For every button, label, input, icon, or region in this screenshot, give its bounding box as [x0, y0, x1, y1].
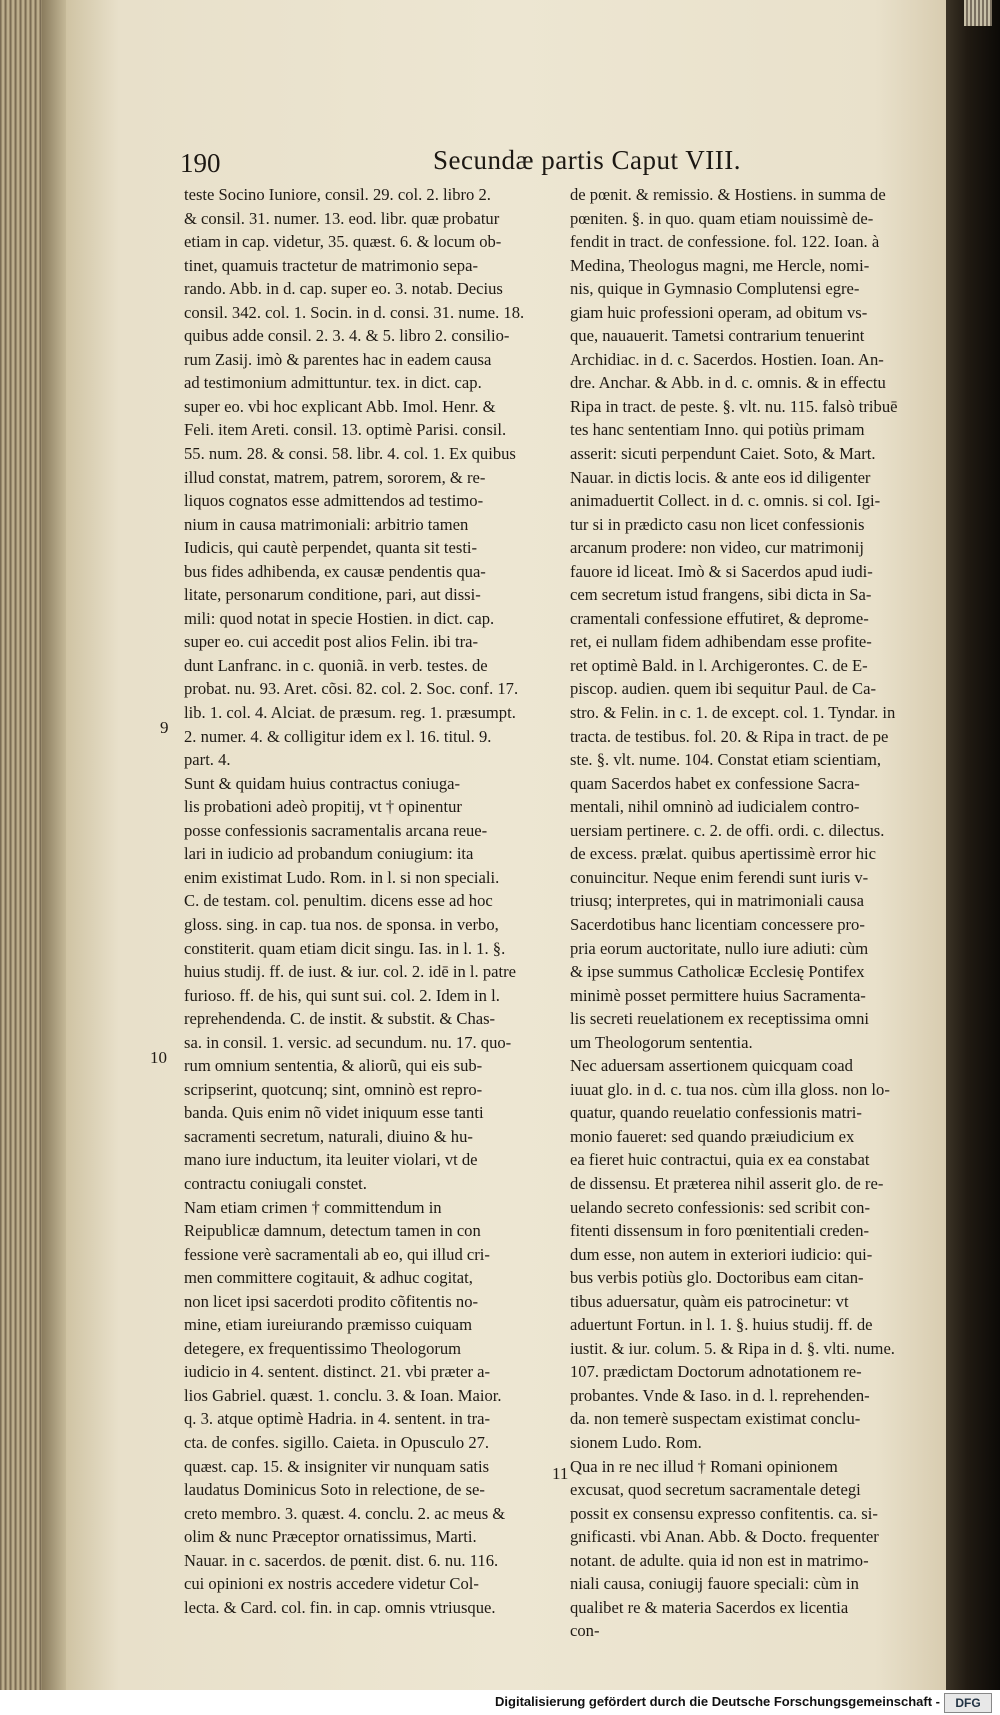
margin-number-11: 11 — [552, 1464, 569, 1483]
text-line: super eo. cui accedit post alios Felin. ibi tra- — [184, 632, 478, 652]
text-line: lib. 1. col. 4. Alciat. de præsum. reg. 1. præsumpt. — [184, 703, 516, 723]
text-line: huius studij. ff. de iust. & iur. col. 2. idē in l. patre — [184, 962, 516, 982]
text-line: minimè posset permittere huius Sacramenta- — [570, 985, 866, 1005]
text-column-left — [184, 183, 569, 1619]
text-line: quatur, quando reuelatio confessionis matri- — [570, 1103, 862, 1123]
text-line: rum omnium sententia, & aliorũ, qui eis sub- — [184, 1056, 483, 1076]
text-line: lis secreti reuelationem ex receptissima omni — [570, 1009, 870, 1029]
book-spine — [946, 0, 1000, 1690]
text-line: mano iure inductum, ita leuiter violari, vt de — [184, 1150, 478, 1170]
text-line: Feli. item Areti. consil. 13. optimè Parisi. consil. — [184, 420, 507, 440]
text-line: 55. num. 28. & consi. 58. libr. 4. col. 1. Ex quibus — [184, 444, 516, 464]
text-line: Nam etiam crimen † committendum in — [184, 1197, 442, 1217]
footer-credit: Digitalisierung gefördert durch die Deutsche Forschungsgemeinschaft - — [495, 1694, 940, 1709]
text-column-right — [570, 183, 952, 1643]
text-line: iuuat glo. in d. c. tua nos. cùm illa gloss. non lo- — [570, 1079, 890, 1099]
text-line: possit ex consensu expresso confitentis. ca. si- — [570, 1503, 878, 1523]
text-line: probat. nu. 93. Aret. cõsi. 82. col. 2. Soc. conf. 17. — [184, 679, 519, 699]
text-line: cramentali confessione effutiret, & deprome- — [570, 608, 869, 628]
text-line: quam Sacerdos habet ex confessione Sacra- — [570, 773, 860, 793]
text-line: bus fides adhibenda, ex causæ pendentis qua- — [184, 561, 486, 581]
text-line: pœniten. §. in quo. quam etiam nouissimè de- — [570, 208, 874, 228]
text-line: illud constat, matrem, patrem, sororem, & re- — [184, 467, 486, 487]
text-line: contractu coniugali constet. — [184, 1173, 367, 1193]
page-gutter-shadow — [42, 0, 68, 1715]
text-line: enim existimat Ludo. Rom. in l. si non speciali. — [184, 867, 500, 887]
text-line: monio faueret: sed quando præiudicium ex — [570, 1126, 855, 1146]
color-calibration-strip — [964, 0, 992, 26]
text-line: quibus adde consil. 2. 3. 4. & 5. libro 2. consilio- — [184, 326, 510, 346]
text-line: 2. numer. 4. & colligitur idem ex l. 16. titul. 9. — [184, 726, 492, 746]
text-line: olim & nunc Præceptor ornatissimus, Marti. — [184, 1527, 477, 1547]
text-line: cem secretum istud frangens, sibi dicta in Sa- — [570, 585, 872, 605]
text-line: uelando secreto confessionis: sed scribit con- — [570, 1197, 870, 1217]
text-line: dre. Anchar. & Abb. in d. c. omnis. & in effectu — [570, 373, 886, 393]
running-title: Secundæ partis Caput VIII. — [433, 145, 741, 175]
text-line: animaduertit Collect. in d. c. omnis. si col. Igi- — [570, 491, 881, 511]
text-line: fessione verè sacramentali ab eo, qui illud cri- — [184, 1244, 490, 1264]
text-line: furioso. ff. de his, qui sunt sui. col. 2. Idem in l. — [184, 985, 500, 1005]
text-line: constiterit. quam etiam dicit singu. Ias. in l. 1. §. — [184, 938, 506, 958]
text-line: bus verbis potiùs glo. Doctoribus eam citan- — [570, 1268, 864, 1288]
text-line: ret optimè Bald. in l. Archigerontes. C. de E- — [570, 655, 868, 675]
text-line: de excess. prælat. quibus apertissimè error hic — [570, 844, 876, 864]
text-line: tibus aduersatur, quàm eis patrocinetur: vt — [570, 1291, 849, 1311]
text-line: conuincitur. Neque enim ferendi sunt iuris v- — [570, 867, 869, 887]
text-line: da. non temerè suspectam existimat conclu- — [570, 1409, 861, 1429]
book-page-edges — [0, 0, 42, 1715]
text-line: mentali, nihil omninò ad iudicialem contro- — [570, 797, 860, 817]
text-line: giam huic professioni operam, ad obitum vs- — [570, 302, 868, 322]
text-line: teste Socino Iuniore, consil. 29. col. 2. libro 2. — [184, 185, 491, 204]
text-line: triusq; interpretes, qui in matrimoniali causa — [570, 891, 865, 911]
text-line: & consil. 31. numer. 13. eod. libr. quæ probatur — [184, 208, 500, 228]
text-line: 107. prædictam Doctorum adnotationem re- — [570, 1362, 862, 1382]
text-line: aduertunt Fortun. in l. 1. §. huius studij. ff. de — [570, 1315, 873, 1335]
text-line: ret, ei nullam fidem adhibendam esse profite- — [570, 632, 872, 652]
text-line: Qua in re nec illud † Romani opinionem — [570, 1456, 838, 1476]
text-line: Nauar. in dictis locis. & ante eos id diligenter — [570, 467, 871, 487]
text-line: iustit. & iur. colum. 5. & Ripa in d. §. vlti. nume. — [570, 1338, 895, 1358]
text-line: lecta. & Card. col. fin. in cap. omnis vtriusque. — [184, 1597, 496, 1617]
text-line: banda. Quis enim nõ videt iniquum esse tanti — [184, 1103, 484, 1123]
text-line: piscop. audien. quem ibi sequitur Paul. de Ca- — [570, 679, 877, 699]
text-line: & ipse summus Catholicæ Ecclesię Pontifex — [570, 962, 865, 982]
text-line: etiam in cap. videtur, 35. quæst. 6. & locum ob- — [184, 232, 502, 252]
text-line: fauore id liceat. Imò & si Sacerdos apud iudi- — [570, 561, 873, 581]
text-line: mili: quod notat in specie Hostien. in dict. cap. — [184, 608, 495, 628]
text-line: Iudicis, qui cautè perpendet, quanta sit testi- — [184, 538, 478, 558]
text-line: litate, personarum conditione, pari, aut dissi- — [184, 585, 481, 605]
text-line: uersiam pertinere. c. 2. de offi. ordi. c. dilectus. — [570, 820, 885, 840]
margin-number-10: 10 — [150, 1048, 167, 1067]
text-line: Nec aduersam assertionem quicquam coad — [570, 1056, 853, 1076]
text-line: dunt Lanfranc. in c. quoniã. in verb. testes. de — [184, 655, 488, 675]
text-line: tes hanc sententiam Inno. qui potiùs primam — [570, 420, 865, 440]
text-line: nium in causa matrimoniali: arbitrio tamen — [184, 514, 469, 534]
text-line: sionem Ludo. Rom. — [570, 1432, 702, 1452]
text-line: de dissensu. Et præterea nihil asserit glo. de re- — [570, 1173, 884, 1193]
text-line: consil. 342. col. 1. Socin. in d. consi. 31. nume. 18. — [184, 302, 525, 322]
text-line: arcanum prodere: non video, cur matrimonij — [570, 538, 864, 558]
text-line: C. de testam. col. penultim. dicens esse ad hoc — [184, 891, 493, 911]
text-line: dum esse, non autem in exteriori iudicio: qui- — [570, 1244, 873, 1264]
text-line: lis probationi adeò propitij, vt † opinentur — [184, 797, 462, 817]
text-line: men committere cogitauit, & adhuc cogitat, — [184, 1268, 473, 1288]
text-line: ea fieret huic contractui, quia ex ea constabat — [570, 1150, 870, 1170]
digitization-footer — [0, 1690, 1000, 1715]
margin-number-9: 9 — [160, 718, 169, 737]
text-line: asserit: sicuti perpendunt Caiet. Soto, & Mart. — [570, 444, 876, 464]
text-line: pria eorum auctoritate, nullo iure adiuti: cùm — [570, 938, 869, 958]
text-line: q. 3. atque optimè Hadria. in 4. sentent. in tra- — [184, 1409, 490, 1429]
text-line: liquos cognatos esse admittendos ad testimo- — [184, 491, 484, 511]
text-line: laudatus Dominicus Soto in relectione, de se- — [184, 1480, 485, 1500]
text-line: lios Gabriel. quæst. 1. conclu. 3. & Ioan. Maior. — [184, 1385, 502, 1405]
text-line: Reipublicæ damnum, detectum tamen in con — [184, 1221, 481, 1241]
dfg-logo: DFG — [944, 1693, 992, 1713]
text-line: tinet, quamuis tractetur de matrimonio sepa- — [184, 255, 478, 275]
text-line: tur si in prædicto casu non licet confessionis — [570, 514, 865, 534]
text-line: Sunt & quidam huius contractus coniuga- — [184, 773, 461, 793]
text-line: tracta. de testibus. fol. 20. & Ripa in tract. de pe — [570, 726, 889, 746]
text-line: fendit in tract. de confessione. fol. 122. Ioan. à — [570, 232, 880, 252]
text-line: cui opinioni ex nostris accedere videtur Col- — [184, 1574, 479, 1594]
text-line: que, nauauerit. Tametsi contrarium tenuerint — [570, 326, 865, 346]
text-line: super eo. vbi hoc explicant Abb. Imol. Henr. & — [184, 396, 496, 416]
text-line: creto membro. 3. quæst. 4. conclu. 2. ac meus & — [184, 1503, 506, 1523]
text-line: um Theologorum sententia. — [570, 1032, 753, 1052]
text-line: non licet ipsi sacerdoti prodito cõfitentis no- — [184, 1291, 479, 1311]
text-line: rando. Abb. in d. cap. super eo. 3. notab. Decius — [184, 279, 503, 299]
text-line: scripserint, quotcunq; sint, omninò est repro- — [184, 1079, 483, 1099]
page-number: 190 — [180, 148, 221, 178]
text-line: niali causa, coniugij fauore speciali: cùm in — [570, 1574, 859, 1594]
text-line: Ripa in tract. de peste. §. vlt. nu. 115. falsò tribuē — [570, 396, 898, 416]
text-line: Medina, Theologus magni, me Hercle, nomi- — [570, 255, 870, 275]
text-line: Sacerdotibus hanc licentiam concessere pro- — [570, 914, 865, 934]
text-line: con- — [570, 1621, 600, 1641]
text-line: probantes. Vnde & Iaso. in d. l. reprehenden- — [570, 1385, 870, 1405]
text-line: gloss. sing. in cap. tua nos. de sponsa. in verbo, — [184, 914, 499, 934]
text-line: detegere, ex frequentissimo Theologorum — [184, 1338, 462, 1358]
text-line: stro. & Felin. in c. 1. de except. col. 1. Tyndar. in — [570, 703, 896, 723]
text-line: ad testimonium admittuntur. tex. in dict. cap. — [184, 373, 482, 393]
text-line: Archidiac. in d. c. Sacerdos. Hostien. Ioan. An- — [570, 349, 884, 369]
text-line: iudicio in 4. sentent. distinct. 21. vbi præter a- — [184, 1362, 491, 1382]
text-line: notant. de adulte. quia id non est in matrimo- — [570, 1550, 869, 1570]
text-line: mine, etiam iureiurando præmisso cuiquam — [184, 1315, 473, 1335]
text-line: qualibet re & materia Sacerdos ex licentia — [570, 1597, 849, 1617]
text-line: quæst. cap. 15. & insigniter vir nunquam satis — [184, 1456, 490, 1476]
text-line: gnificasti. vbi Anan. Abb. & Docto. frequenter — [570, 1527, 879, 1547]
text-line: fitenti dissensum in foro pœnitentiali creden- — [570, 1221, 870, 1241]
text-line: cta. de confes. sigillo. Caieta. in Opusculo 27. — [184, 1432, 490, 1452]
text-line: sa. in consil. 1. versic. ad secundum. nu. 17. quo- — [184, 1032, 512, 1052]
text-line: de pœnit. & remissio. & Hostiens. in summa de — [570, 185, 886, 204]
text-line: nis, quique in Gymnasio Complutensi egre- — [570, 279, 860, 299]
text-line: part. 4. — [184, 750, 231, 770]
text-line: excusat, quod secretum sacramentale detegi — [570, 1480, 861, 1500]
text-line: reprehendenda. C. de instit. & substit. & Chas- — [184, 1009, 496, 1029]
text-line: posse confessionis sacramentalis arcana reue- — [184, 820, 488, 840]
text-line: Nauar. in c. sacerdos. de pœnit. dist. 6. nu. 116. — [184, 1550, 499, 1570]
text-line: ste. §. vlt. nume. 104. Constat etiam scientiam, — [570, 750, 882, 770]
text-line: lari in iudicio ad probandum coniugium: ita — [184, 844, 474, 864]
text-line: sacramenti secretum, naturali, diuino & hu- — [184, 1126, 473, 1146]
text-line: rum Zasij. imò & parentes hac in eadem causa — [184, 349, 492, 369]
